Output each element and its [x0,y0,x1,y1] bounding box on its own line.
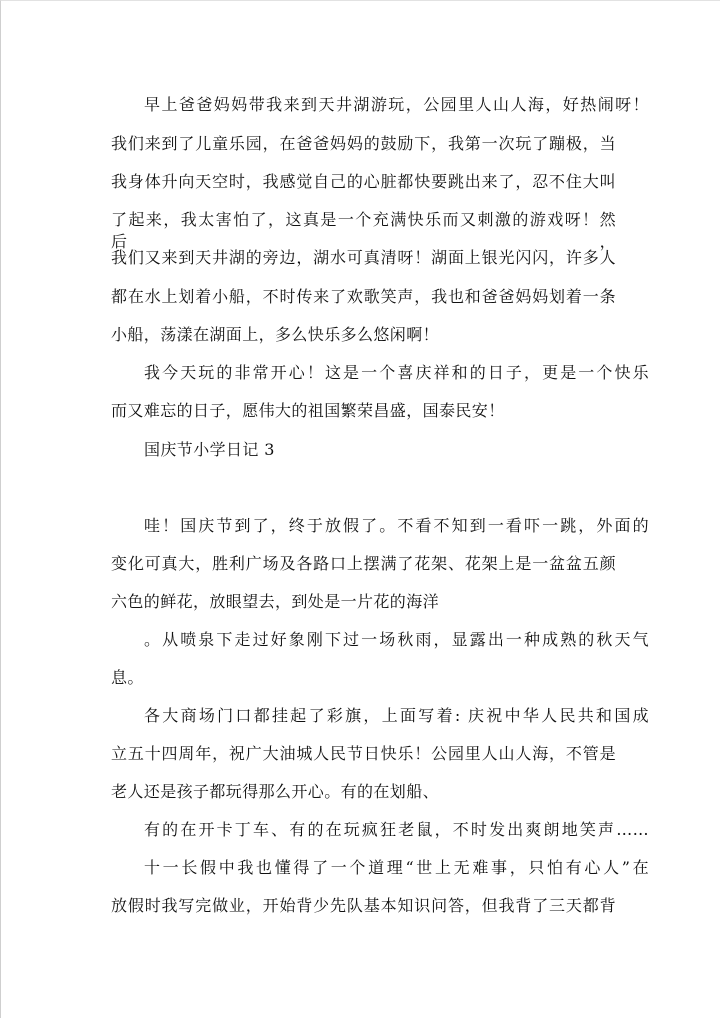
paragraph-5-line-2: 立五十四周年，祝广大油城人民节日快乐！公园里人山人海，不管是 [111,744,616,763]
paragraph-1-line-3: 我身体升向天空时，我感觉自己的心脏都快要跳出来了，忍不住大叫 [111,172,616,191]
section-heading: 国庆节小学日记 3 [144,440,275,459]
paragraph-1-line-7: 小船，荡漾在湖面上，多么快乐多么悠闲啊！ [111,325,440,344]
paragraph-5-line-3: 老人还是孩子都玩得那么开心。有的在划船、 [111,782,440,801]
paragraph-6-line-1: 有的在开卡丁车、有的在玩疯狂老鼠，不时发出爽朗地笑声…… [144,820,649,839]
paragraph-4-line-2: 息。 [111,668,144,687]
paragraph-1-line-2: 我们来到了儿童乐园，在爸爸妈妈的鼓励下，我第一次玩了蹦极，当 [111,134,616,153]
paragraph-3-line-1: 哇！国庆节到了，终于放假了。不看不知到一看吓一跳，外面的 [144,516,649,535]
paragraph-1-line-6: 都在水上划着小船，不时传来了欢歌笑声，我也和爸爸妈妈划着一条 [111,287,616,306]
paragraph-3-line-2: 变化可真大，胜利广场及各路口上摆满了花架、花架上是一盆盆五颜 [111,554,616,573]
paragraph-4-line-1: 。从喷泉下走过好象刚下过一场秋雨，显露出一种成熟的秋天气 [144,630,649,649]
paragraph-7-line-2: 放假时我写完做业，开始背少先队基本知识问答，但我背了三天都背 [111,896,616,915]
paragraph-3-line-3: 六色的鲜花，放眼望去，到处是一片花的海洋 [111,592,440,611]
paragraph-1-line-4: 了起来，我太害怕了，这真是一个充满快乐而又刺激的游戏呀！然后， [111,210,616,251]
paragraph-5-line-1: 各大商场门口都挂起了彩旗，上面写着: 庆祝中华人民共和国成 [144,706,649,725]
paragraph-2-line-1: 我今天玩的非常开心！这是一个喜庆祥和的日子，更是一个快乐 [144,363,649,382]
paragraph-7-line-1: 十一长假中我也懂得了一个道理“世上无难事，只怕有心人”在 [144,858,649,877]
paragraph-1-line-5: 我们又来到天井湖的旁边，湖水可真清呀！湖面上银光闪闪，许多人 [111,248,616,267]
paragraph-1-line-1: 早上爸爸妈妈带我来到天井湖游玩，公园里人山人海，好热闹呀！ [144,95,649,114]
paragraph-2-line-2: 而又难忘的日子，愿伟大的祖国繁荣昌盛，国泰民安！ [111,401,505,420]
